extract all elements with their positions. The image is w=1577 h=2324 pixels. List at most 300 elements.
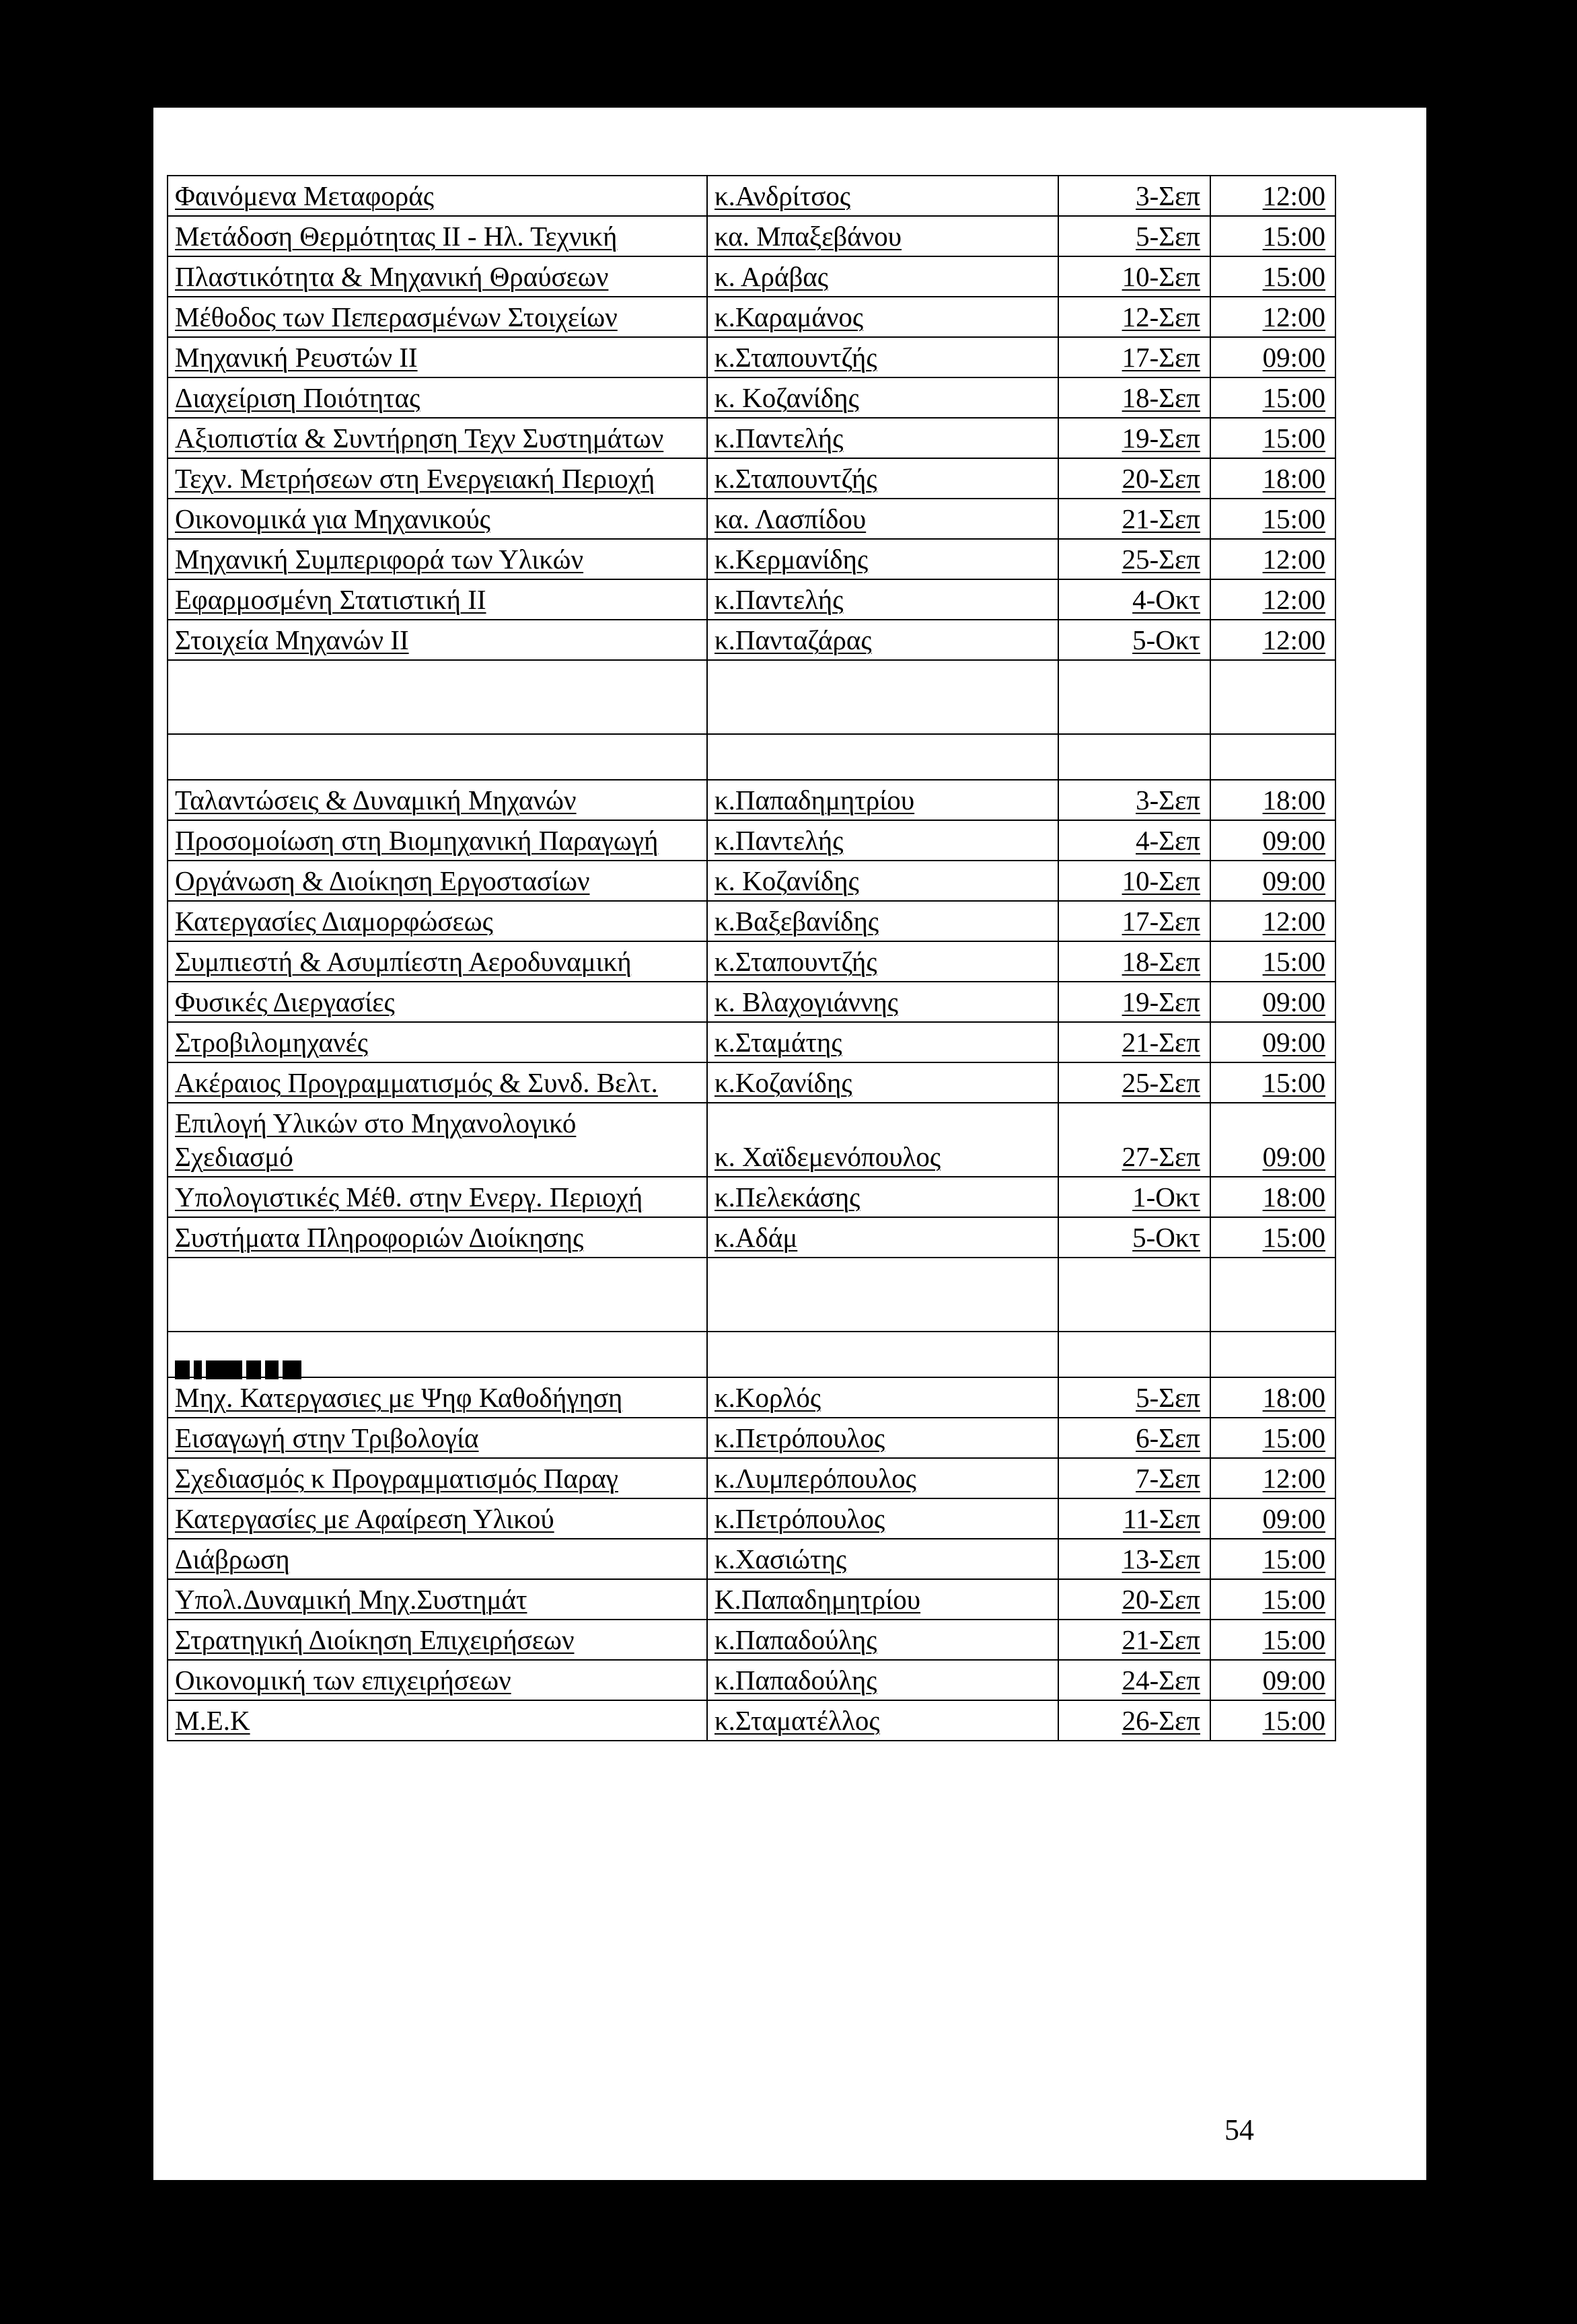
time-cell (1210, 1177, 1335, 1217)
professor-cell (707, 982, 1058, 1022)
time-text: 15:00 (1262, 1705, 1325, 1736)
course-text: Οικονομικά για Μηχανικούς (175, 503, 490, 534)
course-cell (168, 1022, 707, 1062)
date-text: 17-Σεπ (1122, 906, 1200, 937)
time-cell (1210, 820, 1335, 861)
table-spacer-row (168, 660, 1335, 734)
date-cell (1058, 539, 1210, 579)
professor-cell (707, 1700, 1058, 1741)
course-cell (168, 820, 707, 861)
time-text: 18:00 (1262, 1182, 1325, 1212)
professor-cell (707, 256, 1058, 297)
professor-cell (707, 1377, 1058, 1418)
professor-text: κ.Αδάμ (714, 1222, 798, 1253)
spacer-cell (707, 1332, 1058, 1377)
course-text: Επιλογή Υλικών στο Μηχανολογικό Σχεδιασμό (175, 1107, 577, 1172)
date-cell (1058, 1022, 1210, 1062)
time-text: 09:00 (1262, 825, 1325, 856)
course-text: Οργάνωση & Διοίκηση Εργοστασίων (175, 865, 590, 896)
table-row (168, 1700, 1335, 1741)
date-cell (1058, 1579, 1210, 1620)
spacer-cell (168, 734, 707, 780)
time-text: 12:00 (1262, 584, 1325, 615)
course-text: Στρατηγική Διοίκηση Επιχειρήσεων (175, 1624, 575, 1655)
time-cell (1210, 176, 1335, 216)
time-cell (1210, 901, 1335, 941)
table-row (168, 1377, 1335, 1418)
professor-text: κ. Κοζανίδης (714, 865, 859, 896)
course-text: Εφαρμοσμένη Στατιστική ΙΙ (175, 584, 486, 615)
professor-text: κ.Παντελής (714, 825, 844, 856)
professor-text: κ.Κοζανίδης (714, 1067, 852, 1098)
time-cell (1210, 1217, 1335, 1258)
professor-cell (707, 780, 1058, 820)
course-text: Υπολ.Δυναμική Μηχ.Συστημάτ (175, 1584, 527, 1615)
date-cell (1058, 216, 1210, 256)
course-text: Μηχανική Συμπεριφορά των Υλικών (175, 544, 584, 575)
time-text: 15:00 (1262, 261, 1325, 292)
time-cell (1210, 1377, 1335, 1418)
table-row (168, 1620, 1335, 1660)
professor-cell (707, 1062, 1058, 1103)
spacer-cell (1210, 1332, 1335, 1377)
time-cell (1210, 1062, 1335, 1103)
time-cell (1210, 1103, 1335, 1177)
professor-text: κ.Κορλός (714, 1382, 821, 1413)
time-cell (1210, 579, 1335, 620)
table-row (168, 861, 1335, 901)
professor-cell (707, 820, 1058, 861)
date-cell (1058, 982, 1210, 1022)
professor-text: κ. Αράβας (714, 261, 829, 292)
course-cell (168, 941, 707, 982)
course-text: Προσομοίωση στη Βιομηχανική Παραγωγή (175, 825, 659, 856)
table-row (168, 539, 1335, 579)
time-cell (1210, 982, 1335, 1022)
course-cell (168, 458, 707, 499)
course-text: Μετάδοση Θερμότητας ΙΙ - Ηλ. Τεχνική (175, 221, 618, 252)
table-row (168, 1579, 1335, 1620)
course-cell (168, 1700, 707, 1741)
date-cell (1058, 1539, 1210, 1579)
time-cell (1210, 256, 1335, 297)
date-cell (1058, 1177, 1210, 1217)
course-cell (168, 579, 707, 620)
exam-schedule-table (167, 175, 1336, 1741)
date-cell (1058, 941, 1210, 982)
course-text: Στοιχεία Μηχανών ΙΙ (175, 624, 409, 655)
table-row (168, 1062, 1335, 1103)
professor-text: κ.Ανδρίτσος (714, 180, 851, 211)
date-text: 6-Σεπ (1136, 1422, 1200, 1453)
professor-cell (707, 1103, 1058, 1177)
table-spacer-row (168, 1258, 1335, 1332)
professor-text: κ.Παπαδημητρίου (714, 785, 915, 815)
course-cell (168, 620, 707, 660)
professor-text: κ.Σταματέλλος (714, 1705, 880, 1736)
time-cell (1210, 499, 1335, 539)
course-cell (168, 1660, 707, 1700)
professor-text: κ.Πετρόπουλος (714, 1503, 885, 1534)
course-text: Σχεδιασμός κ Προγραμματισμός Παραγ (175, 1463, 618, 1494)
time-text: 15:00 (1262, 1222, 1325, 1253)
professor-text: κ.Σταπουντζής (714, 463, 877, 494)
course-text: Αξιοπιστία & Συντήρηση Τεχν Συστημάτων (175, 423, 664, 453)
professor-cell (707, 1458, 1058, 1498)
time-text: 12:00 (1262, 1463, 1325, 1494)
professor-text: κ.Πανταζάρας (714, 624, 872, 655)
time-text: 15:00 (1262, 946, 1325, 977)
time-cell (1210, 377, 1335, 418)
course-cell (168, 539, 707, 579)
course-text: Συμπιεστή & Ασυμπίεστη Αεροδυναμική (175, 946, 632, 977)
date-text: 19-Σεπ (1122, 423, 1200, 453)
date-text: 25-Σεπ (1122, 1067, 1200, 1098)
date-cell (1058, 377, 1210, 418)
date-text: 5-Σεπ (1136, 221, 1200, 252)
date-cell (1058, 1620, 1210, 1660)
course-text: Κατεργασίες με Αφαίρεση Υλικού (175, 1503, 554, 1534)
table-spacer-row (168, 734, 1335, 780)
table-row (168, 1177, 1335, 1217)
table-row (168, 780, 1335, 820)
professor-text: κ. Βλαχογιάννης (714, 986, 899, 1017)
course-text: Στροβιλομηχανές (175, 1027, 369, 1058)
course-cell (168, 1498, 707, 1539)
table-row (168, 620, 1335, 660)
time-cell (1210, 418, 1335, 458)
professor-text: κ. Χαϊδεμενόπουλος (714, 1141, 941, 1172)
course-text: Οικονομική των επιχειρήσεων (175, 1665, 511, 1696)
professor-text: κ.Βαξεβανίδης (714, 906, 879, 937)
course-cell (168, 377, 707, 418)
course-text: Διαχείριση Ποιότητας (175, 382, 420, 413)
table-row (168, 1418, 1335, 1458)
redaction-mark (175, 1350, 305, 1371)
professor-cell (707, 1022, 1058, 1062)
professor-text: κ.Πελεκάσης (714, 1182, 860, 1212)
professor-cell (707, 176, 1058, 216)
professor-cell (707, 1177, 1058, 1217)
professor-text: κ.Σταπουντζής (714, 946, 877, 977)
time-cell (1210, 1620, 1335, 1660)
course-text: Κατεργασίες Διαμορφώσεως (175, 906, 493, 937)
course-text: Φαινόμενα Μεταφοράς (175, 180, 434, 211)
time-cell (1210, 620, 1335, 660)
date-text: 10-Σεπ (1122, 261, 1200, 292)
professor-cell (707, 216, 1058, 256)
date-text: 21-Σεπ (1122, 1027, 1200, 1058)
professor-cell (707, 1498, 1058, 1539)
time-cell (1210, 297, 1335, 337)
time-text: 09:00 (1262, 1665, 1325, 1696)
date-text: 12-Σεπ (1122, 301, 1200, 332)
professor-cell (707, 861, 1058, 901)
date-cell (1058, 820, 1210, 861)
table-row (168, 418, 1335, 458)
time-text: 15:00 (1262, 503, 1325, 534)
time-text: 18:00 (1262, 785, 1325, 815)
course-cell (168, 1579, 707, 1620)
date-cell (1058, 1217, 1210, 1258)
professor-text: κ.Παπαδούλης (714, 1624, 877, 1655)
date-cell (1058, 1377, 1210, 1418)
time-cell (1210, 1458, 1335, 1498)
date-text: 1-Οκτ (1132, 1182, 1200, 1212)
course-text: Υπολογιστικές Μέθ. στην Ενεργ. Περιοχή (175, 1182, 643, 1212)
spacer-cell (168, 1332, 707, 1377)
time-cell (1210, 216, 1335, 256)
professor-cell (707, 1539, 1058, 1579)
table-row (168, 1022, 1335, 1062)
date-cell (1058, 620, 1210, 660)
time-text: 09:00 (1262, 865, 1325, 896)
professor-text: κ.Σταμάτης (714, 1027, 842, 1058)
professor-cell (707, 1660, 1058, 1700)
time-cell (1210, 1539, 1335, 1579)
course-text: Μέθοδος των Πεπερασμένων Στοιχείων (175, 301, 618, 332)
course-cell (168, 176, 707, 216)
time-text: 12:00 (1262, 301, 1325, 332)
time-text: 09:00 (1262, 342, 1325, 373)
time-text: 15:00 (1262, 1624, 1325, 1655)
date-text: 7-Σεπ (1136, 1463, 1200, 1494)
professor-text: κ. Κοζανίδης (714, 382, 859, 413)
professor-cell (707, 377, 1058, 418)
time-text: 12:00 (1262, 180, 1325, 211)
date-text: 10-Σεπ (1122, 865, 1200, 896)
date-cell (1058, 1458, 1210, 1498)
time-cell (1210, 1700, 1335, 1741)
course-text: Μηχανική Ρευστών ΙΙ (175, 342, 418, 373)
spacer-cell (707, 660, 1058, 734)
table-row (168, 256, 1335, 297)
course-cell (168, 1539, 707, 1579)
spacer-cell (707, 1258, 1058, 1332)
professor-text: κα. Λασπίδου (714, 503, 867, 534)
professor-text: κ.Πετρόπουλος (714, 1422, 885, 1453)
course-cell (168, 861, 707, 901)
table-row (168, 297, 1335, 337)
course-text: Εισαγωγή στην Τριβολογία (175, 1422, 479, 1453)
date-cell (1058, 861, 1210, 901)
table-row (168, 1458, 1335, 1498)
time-text: 15:00 (1262, 221, 1325, 252)
table-spacer-row (168, 1332, 1335, 1377)
course-cell (168, 256, 707, 297)
date-text: 17-Σεπ (1122, 342, 1200, 373)
date-text: 4-Σεπ (1136, 825, 1200, 856)
time-text: 12:00 (1262, 544, 1325, 575)
course-text: Ακέραιος Προγραμματισμός & Συνδ. Βελτ. (175, 1067, 658, 1098)
professor-cell (707, 901, 1058, 941)
date-cell (1058, 1700, 1210, 1741)
date-text: 3-Σεπ (1136, 180, 1200, 211)
date-text: 27-Σεπ (1122, 1141, 1200, 1172)
date-cell (1058, 901, 1210, 941)
date-cell (1058, 579, 1210, 620)
course-text: Διάβρωση (175, 1544, 290, 1574)
table-row (168, 579, 1335, 620)
table-row (168, 176, 1335, 216)
date-text: 21-Σεπ (1122, 503, 1200, 534)
time-text: 09:00 (1262, 1027, 1325, 1058)
date-cell (1058, 1062, 1210, 1103)
date-cell (1058, 337, 1210, 377)
spacer-cell (1210, 734, 1335, 780)
table-row (168, 458, 1335, 499)
time-text: 09:00 (1262, 1503, 1325, 1534)
course-cell (168, 982, 707, 1022)
date-text: 20-Σεπ (1122, 1584, 1200, 1615)
time-cell (1210, 337, 1335, 377)
table-row (168, 901, 1335, 941)
page-number: 54 (1224, 2113, 1254, 2146)
course-text: Πλαστικότητα & Μηχανική Θραύσεων (175, 261, 609, 292)
professor-cell (707, 579, 1058, 620)
time-text: 15:00 (1262, 1584, 1325, 1615)
professor-text: κ.Παντελής (714, 423, 844, 453)
professor-text: κ.Παντελής (714, 584, 844, 615)
professor-cell (707, 620, 1058, 660)
date-text: 19-Σεπ (1122, 986, 1200, 1017)
spacer-cell (168, 1258, 707, 1332)
course-text: Ταλαντώσεις & Δυναμική Μηχανών (175, 785, 577, 815)
spacer-cell (1058, 734, 1210, 780)
date-cell (1058, 1418, 1210, 1458)
spacer-cell (1210, 1258, 1335, 1332)
professor-text: κα. Μπαξεβάνου (714, 221, 902, 252)
time-text: 15:00 (1262, 1422, 1325, 1453)
professor-cell (707, 418, 1058, 458)
date-text: 24-Σεπ (1122, 1665, 1200, 1696)
date-text: 3-Σεπ (1136, 785, 1200, 815)
date-cell (1058, 1103, 1210, 1177)
document-page (153, 108, 1426, 2180)
professor-cell (707, 1217, 1058, 1258)
course-cell (168, 780, 707, 820)
course-cell (168, 1620, 707, 1660)
table-row (168, 982, 1335, 1022)
table-row (168, 377, 1335, 418)
professor-text: κ.Σταπουντζής (714, 342, 877, 373)
time-text: 09:00 (1262, 986, 1325, 1017)
time-text: 15:00 (1262, 423, 1325, 453)
time-cell (1210, 941, 1335, 982)
professor-cell (707, 539, 1058, 579)
date-text: 18-Σεπ (1122, 382, 1200, 413)
spacer-cell (168, 660, 707, 734)
professor-text: κ.Λυμπερόπουλος (714, 1463, 916, 1494)
professor-text: κ.Κερμανίδης (714, 544, 869, 575)
table-row (168, 1660, 1335, 1700)
date-cell (1058, 256, 1210, 297)
date-text: 18-Σεπ (1122, 946, 1200, 977)
time-cell (1210, 780, 1335, 820)
date-cell (1058, 1498, 1210, 1539)
professor-cell (707, 941, 1058, 982)
course-cell (168, 1377, 707, 1418)
table-row (168, 499, 1335, 539)
professor-text: κ.Καραμάνος (714, 301, 864, 332)
date-text: 25-Σεπ (1122, 544, 1200, 575)
time-text: 15:00 (1262, 1067, 1325, 1098)
date-cell (1058, 780, 1210, 820)
date-text: 5-Οκτ (1132, 1222, 1200, 1253)
date-text: 20-Σεπ (1122, 463, 1200, 494)
course-cell (168, 901, 707, 941)
time-cell (1210, 1022, 1335, 1062)
time-cell (1210, 539, 1335, 579)
time-cell (1210, 861, 1335, 901)
table-row (168, 1103, 1335, 1177)
date-text: 13-Σεπ (1122, 1544, 1200, 1574)
course-cell (168, 1418, 707, 1458)
table-row (168, 1539, 1335, 1579)
professor-cell (707, 499, 1058, 539)
time-cell (1210, 1579, 1335, 1620)
course-text: Μ.Ε.Κ (175, 1705, 250, 1736)
professor-cell (707, 1418, 1058, 1458)
professor-text: κ.Χασιώτης (714, 1544, 847, 1574)
spacer-cell (1058, 1258, 1210, 1332)
date-text: 11-Σεπ (1123, 1503, 1200, 1534)
table-row (168, 1498, 1335, 1539)
professor-cell (707, 297, 1058, 337)
table-row (168, 337, 1335, 377)
course-cell (168, 216, 707, 256)
time-text: 09:00 (1262, 1141, 1325, 1172)
time-cell (1210, 1660, 1335, 1700)
professor-cell (707, 1620, 1058, 1660)
course-cell (168, 1062, 707, 1103)
professor-cell (707, 337, 1058, 377)
table-row (168, 216, 1335, 256)
table-row (168, 820, 1335, 861)
date-text: 5-Σεπ (1136, 1382, 1200, 1413)
spacer-cell (1058, 1332, 1210, 1377)
course-cell (168, 499, 707, 539)
course-cell (168, 297, 707, 337)
spacer-cell (1058, 660, 1210, 734)
table-row (168, 941, 1335, 982)
time-text: 18:00 (1262, 463, 1325, 494)
date-text: 5-Οκτ (1132, 624, 1200, 655)
professor-text: Κ.Παπαδημητρίου (714, 1584, 921, 1615)
time-cell (1210, 1498, 1335, 1539)
professor-cell (707, 1579, 1058, 1620)
course-cell (168, 1103, 707, 1177)
course-text: Μηχ. Κατεργασιες με Ψηφ Καθοδήγηση (175, 1382, 623, 1413)
course-text: Φυσικές Διεργασίες (175, 986, 395, 1017)
professor-cell (707, 458, 1058, 499)
course-cell (168, 337, 707, 377)
date-cell (1058, 458, 1210, 499)
date-cell (1058, 176, 1210, 216)
time-cell (1210, 458, 1335, 499)
course-text: Τεχν. Μετρήσεων στη Ενεργειακή Περιοχή (175, 463, 655, 494)
date-text: 26-Σεπ (1122, 1705, 1200, 1736)
date-text: 4-Οκτ (1132, 584, 1200, 615)
time-cell (1210, 1418, 1335, 1458)
course-cell (168, 1177, 707, 1217)
professor-text: κ.Παπαδούλης (714, 1665, 877, 1696)
date-cell (1058, 297, 1210, 337)
time-text: 12:00 (1262, 624, 1325, 655)
course-cell (168, 1458, 707, 1498)
spacer-cell (1210, 660, 1335, 734)
time-text: 15:00 (1262, 1544, 1325, 1574)
